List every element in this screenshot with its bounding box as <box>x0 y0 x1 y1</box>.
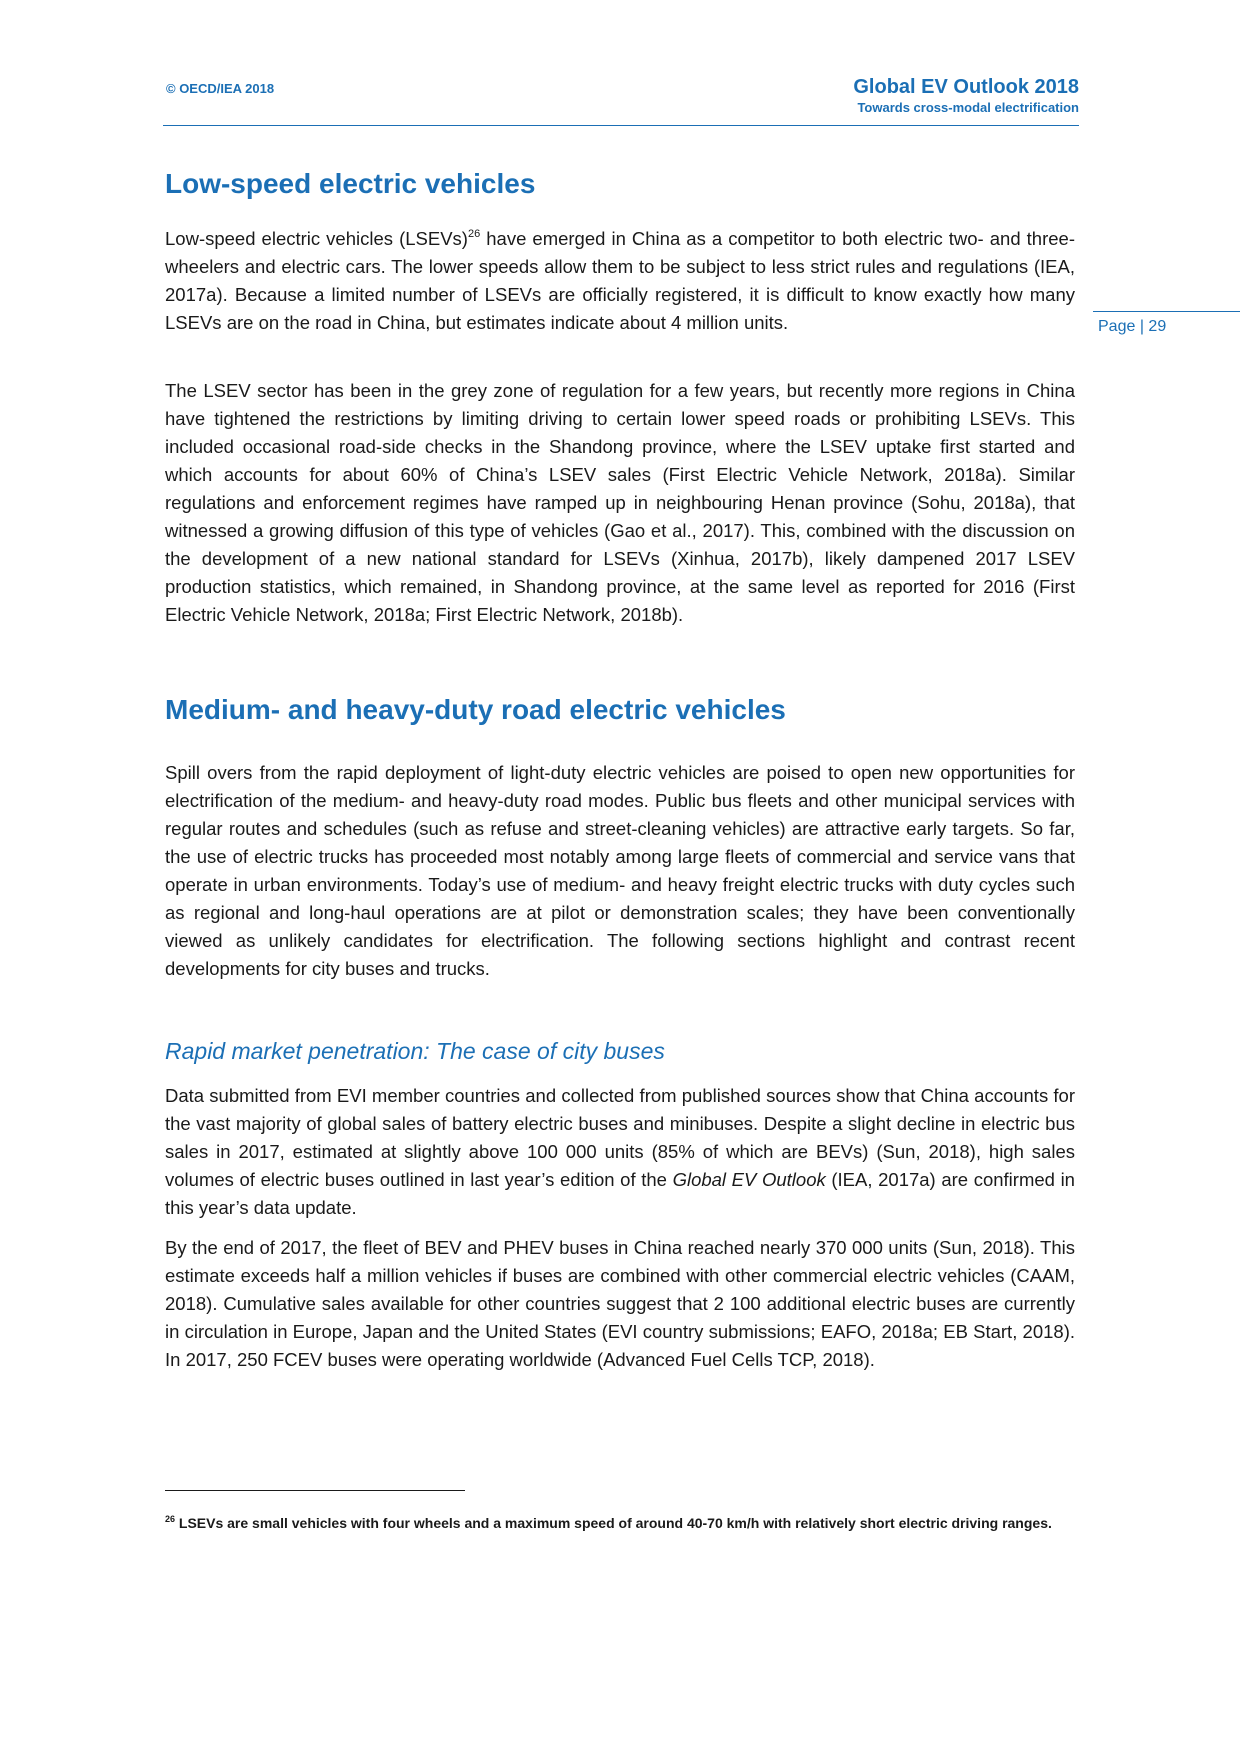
header-divider <box>163 125 1079 126</box>
heading-low-speed-ev: Low-speed electric vehicles <box>165 168 536 199</box>
running-header <box>853 76 1079 118</box>
paragraph-mhd-intro: Spill overs from the rapid deployment of light-duty electric vehicles are poised to open new opportunities for electrification of the medium- and heavy-duty road modes. Public bus fleets and other municipal services with regular routes and schedules (such as refuse and street-cleaning vehicles) are attractive early targets. So far, the use of electric trucks has proceeded most notably among large fleets of commercial and service vans that operate in urban environments. Today’s use of medium- and heavy freight electric trucks with duty cycles such as regional and long-haul operations are at pilot or demonstration scales; they have been conventionally viewed as unlikely candidates for electrification. The following sections highlight and contrast recent developments for city buses and trucks. <box>165 762 1075 979</box>
copyright-notice: © OECD/IEA 2018 <box>166 81 275 96</box>
footnote-marker: 26 <box>165 1514 176 1524</box>
text-segment: Data submitted from EVI member countries and collected from published sources show that China accounts for the vast majority of global sales of battery electric buses and minibuses. Despite a slight decline in electric bus sales in 2017, estimated at slightly above 100 000 units (85% of which are BEVs) (Sun, 2018), high sales volumes of electric buses outlined in last year’s edition of the <box>165 1085 1075 1190</box>
subheading-city-buses: Rapid market penetration: The case of city buses <box>165 1038 665 1064</box>
footnote-text: LSEVs are small vehicles with four wheels and a maximum speed of around 40-70 km/h with relatively short electric driving ranges. <box>175 1515 1052 1531</box>
footnote-reference[interactable]: 26 <box>467 228 481 240</box>
text-segment: (IEA, 2017a) are confirmed in this year’s data update. <box>165 1169 1075 1218</box>
heading-medium-heavy-duty: Medium- and heavy-duty road electric vehicles <box>165 694 786 725</box>
report-title: Global EV Outlook 2018 <box>853 76 1079 98</box>
paragraph-lsev-intro <box>165 225 1075 337</box>
footnote-divider <box>165 1490 465 1491</box>
publication-title: Global EV Outlook <box>672 1169 826 1190</box>
page-number-divider <box>1093 311 1240 312</box>
report-subtitle: Towards cross-modal electrification <box>857 100 1079 115</box>
paragraph-buses-fleet: By the end of 2017, the fleet of BEV and PHEV buses in China reached nearly 370 000 units (Sun, 2018). This estimate exceeds half a million vehicles if buses are combined with other commercial electric vehicles (CAAM, 2018). Cumulative sales available for other countries suggest that 2 100 additional electric buses are currently in circulation in Europe, Japan and the United States (EVI country submissions; EAFO, 2018a; EB Start, 2018). In 2017, 250 FCEV buses were operating worldwide (Advanced Fuel Cells TCP, 2018). <box>165 1237 1075 1370</box>
paragraph-buses-sales <box>165 1082 1075 1222</box>
paragraph-lsev-regulation: The LSEV sector has been in the grey zone of regulation for a few years, but recently more regions in China have tightened the restrictions by limiting driving to certain lower speed roads or prohibiting LSEVs. This included occasional road-side checks in the Shandong province, where the LSEV uptake first started and which accounts for about 60% of China’s LSEV sales (First Electric Vehicle Network, 2018a). Similar regulations and enforcement regimes have ramped up in neighbouring Henan province (Sohu, 2018a), that witnessed a growing diffusion of this type of vehicles (Gao et al., 2017). This, combined with the discussion on the development of a new national standard for LSEVs (Xinhua, 2017b), likely dampened 2017 LSEV production statistics, which remained, in Shandong province, at the same level as reported for 2016 (First Electric Vehicle Network, 2018a; First Electric Network, 2018b). <box>165 380 1075 625</box>
text-segment: have emerged in China as a competitor to both electric two- and three-wheelers and electric cars. The lower speeds allow them to be subject to less strict rules and regulations (IEA, 2017a). Because a limited number of LSEVs are officially registered, it is difficult to know exactly how many LSEVs are on the road in China, but estimates indicate about 4 million units. <box>165 228 1075 333</box>
text-segment: Low-speed electric vehicles (LSEVs) <box>165 228 468 249</box>
footnote <box>165 1512 1075 1534</box>
page-number: Page | 29 <box>1098 318 1167 335</box>
